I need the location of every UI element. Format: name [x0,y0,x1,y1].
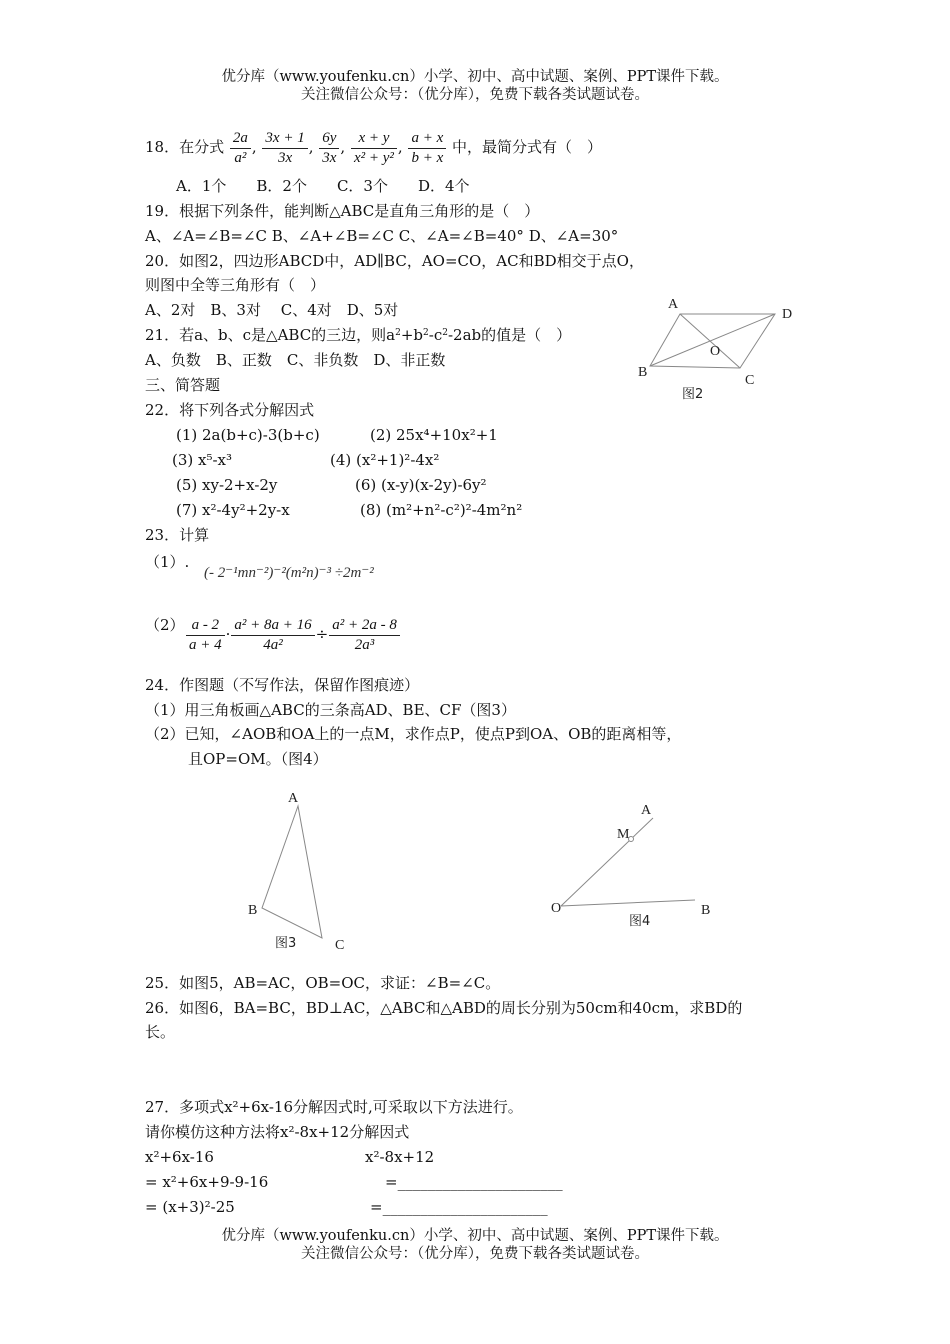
fig3-label-a: A [288,791,299,806]
q26-line-1: 26．如图6，BA=BC，BD⊥AC，△ABC和△ABD的周长分别为50cm和40cm，求BD的 [145,999,743,1017]
q27-left-1: x²+6x-16 [145,1148,214,1166]
q20-stem-2: 则图中全等三角形有（ ） [145,276,326,294]
fig2-caption: 图2 [682,387,704,402]
fig4-caption: 图4 [629,914,651,929]
q27-right-3: =______________________ [370,1198,548,1216]
fig2-label-o: O [710,344,721,359]
figure-2-svg [630,288,800,408]
fig4-label-a: A [641,803,652,818]
q18-suffix: 中，最简分式有（ ） [452,138,603,156]
fig4-ray-ob [561,900,695,906]
q23-stem: 23．计算 [145,526,210,544]
q18-fraction-5: $\frac{a + x}{b + x}$ [408,129,446,168]
footer-line-1: 优分库（www.youfenku.cn）小学、初中、高中试题、案例、PPT课件下载。 [221,1228,729,1244]
q27-right-1: x²-8x+12 [365,1148,435,1166]
q24-part-2: （2）已知，∠AOB和OA上的一点M，求作点P，使点P到OA、OB的距离相等， [145,725,682,743]
q25: 25．如图5，AB=AC，OB=OC，求证：∠B=∠C。 [145,974,501,992]
q27-right-2: =______________________ [385,1173,563,1191]
figure-4-svg [545,796,725,936]
fig2-label-c: C [745,373,755,388]
header-line-2: 关注微信公众号：（优分库），免费下载各类试题试卷。 [301,87,649,103]
fig2-label-d: D [782,307,793,322]
fig2-label-b: B [638,365,648,380]
fig2-label-a: A [668,297,679,312]
q23-part-1-label: （1）. [145,553,190,571]
q18-fraction-2: $\frac{3x + 1}{3x}$ [262,129,307,168]
q21-stem: 21．若a、b、c是△ABC的三边，则$a^2+b^2-c^2-2ab$的值是（ ） [145,326,572,344]
q20-options: A、2对 B、3对 C、4对 D、5对 [145,301,399,319]
fig4-label-b: B [701,903,711,918]
figure-2 [630,288,800,408]
q23-part-2-expression: $\frac{a - 2}{a + 4}$ · $\frac{\text{a² + 8a + 16}}{\text{4a²}}$ ÷ $\frac{\text{a² + 2a - 8}}{\text{2a³}}$ [185,614,401,655]
q26-line-2: 长。 [145,1023,176,1041]
q22-item-7: (7) x²-4y²+2y-x [176,501,290,519]
header-line-1: 优分库（www.youfenku.cn）小学、初中、高中试题、案例、PPT课件下载。 [221,69,729,85]
q27-stem-2: 请你模仿这种方法将x²-8x+12分解因式 [145,1123,410,1141]
q22-item-6: (6) (x-y)(x-2y)-6y² [355,476,487,494]
q24-part-2b: 且OP=OM。（图4） [188,750,328,768]
q20-stem: 20．如图2，四边形ABCD中，AD∥BC，AO=CO，AC和BD相交于点O， [145,252,644,270]
q19-stem: 19．根据下列条件，能判断△ABC是直角三角形的是（ ） [145,202,540,220]
q23-p2-fraction-2: $\frac{\text{a² + 8a + 16}}{\text{4a²}}$ [231,616,314,655]
q18-prefix: 18．在分式 [145,138,225,156]
q18-options: A．1个 B．2个 C．3个 D．4个 [176,177,470,195]
q22-item-8: (8) (m²+n²-c²)²-4m²n² [360,501,523,519]
q22-stem: 22．将下列各式分解因式 [145,401,315,419]
q23-part-2-label: （2） [145,616,185,634]
fig4-label-m: M [617,827,630,842]
fig3-label-c: C [335,938,345,953]
q22-item-5: (5) xy-2+x-2y [176,476,278,494]
q24-part-1: （1）用三角板画△ABC的三条高AD、BE、CF（图3） [145,701,516,719]
q21-options: A、负数 B、正数 C、非负数 D、非正数 [145,351,446,369]
q27-left-2: = x²+6x+9-9-16 [145,1173,269,1191]
q23-p2-fraction-3: $\frac{\text{a² + 2a - 8}}{\text{2a³}}$ [329,616,400,655]
question-18: 18．在分式 $\frac{2a}{\text{a²}}$ , $\frac{3x + 1}{3x}$ , $\frac{6y}{3x}$ , $\frac{x + y}{\text{x² + y²}}$ , $\frac{a + x}{b + x}$ 中，最简分式有（ ） [145,129,603,166]
figure-3 [240,786,360,956]
q22-item-2: (2) 25x⁴+10x²+1 [370,426,498,444]
q27-left-3: = (x+3)²-25 [145,1198,235,1216]
q27-stem: 27．多项式x²+6x-16分解因式时,可采取以下方法进行。 [145,1098,523,1116]
q22-item-3: (3) x⁵-x³ [172,451,233,469]
q19-options: A、∠A=∠B=∠C B、∠A+∠B=∠C C、∠A=∠B=40° D、∠A=30° [145,227,619,245]
q18-fraction-3: $\frac{6y}{3x}$ [319,129,339,168]
fig3-caption: 图3 [275,936,297,951]
q22-item-1: (1) 2a(b+c)-3(b+c) [176,426,320,444]
fig3-triangle [262,806,322,938]
q22-item-4: (4) (x²+1)²-4x² [330,451,440,469]
q23-part-1-expression: (- 2⁻¹mn⁻²)⁻²(m²n)⁻³ ÷2m⁻² [204,565,374,581]
figure-4 [545,796,725,936]
fig4-label-o: O [551,901,562,916]
q23-p2-fraction-1: $\frac{a - 2}{a + 4}$ [186,616,225,655]
footer-line-2: 关注微信公众号：（优分库），免费下载各类试题试卷。 [301,1246,649,1262]
figure-3-svg [240,786,360,956]
section-3-title: 三、简答题 [145,376,221,394]
fig4-ray-oa [561,818,653,906]
q18-fraction-4: $\frac{x + y}{\text{x² + y²}}$ [351,129,397,168]
fig3-label-b: B [248,903,258,918]
q24-stem: 24．作图题（不写作法，保留作图痕迹） [145,676,420,694]
q18-fraction-1: $\frac{2a}{\text{a²}}$ [230,129,251,168]
